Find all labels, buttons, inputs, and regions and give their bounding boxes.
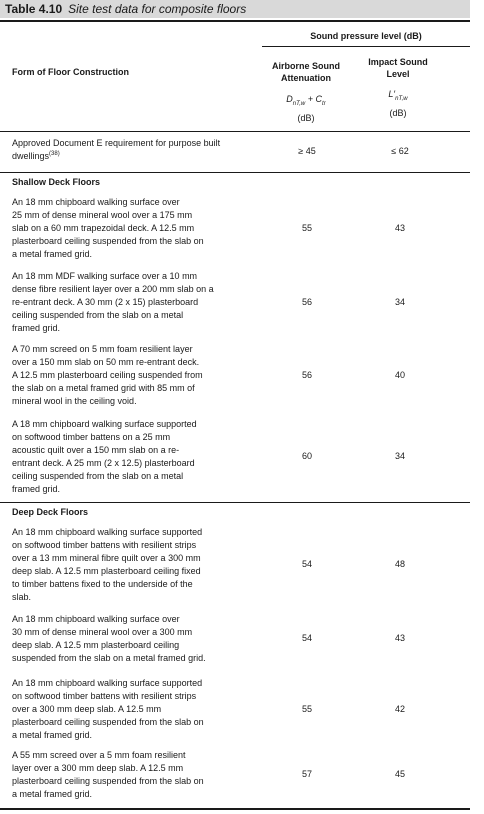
description-line: An 18 mm chipboard walking surface over — [12, 197, 180, 207]
header-rule — [0, 131, 470, 132]
description-line: plasterboard ceiling suspended from the slab on — [12, 776, 204, 786]
shallow-row-1-impact: 43 — [394, 222, 405, 233]
requirement-text — [12, 137, 257, 163]
description-line: the slab on a metal framed grid with 85 mm of — [12, 383, 195, 393]
description-line: slab on a 60 mm trapezoidal deck. A 12.5 mm — [12, 223, 195, 233]
deep-row-1-airborne: 54 — [301, 559, 312, 569]
deep-row-3-impact: 42 — [394, 703, 405, 714]
description-line: framed grid. — [12, 484, 61, 494]
requirement-airborne: ≥ 45 — [298, 146, 316, 156]
airborne-formula — [264, 93, 348, 110]
shallow-row-4-impact: 34 — [394, 451, 405, 461]
shallow-row-4-airborne: 60 — [301, 451, 312, 461]
bottom-rule — [0, 808, 470, 810]
description-line: suspended from the slab on a metal framed grid. — [12, 653, 206, 663]
impact-formula-sub: nT,w — [395, 95, 408, 102]
description-line: slab. — [12, 592, 32, 602]
deep-row-4-airborne: 57 — [301, 769, 312, 779]
airborne-heading: Airborne Sound Attenuation — [272, 61, 340, 83]
description-line: acoustic quilt over a 150 mm slab on a re- — [12, 445, 180, 455]
description-line: An 18 mm chipboard walking surface supported — [12, 527, 203, 537]
impact-formula-main: L′ — [388, 89, 396, 99]
description-line: over a 13 mm mineral fibre quilt over a 300 mm — [12, 553, 201, 563]
description-line: on softwood timber battens with resilient strips — [12, 540, 197, 550]
deep-row-2-description — [12, 613, 257, 665]
description-line: An 18 mm MDF walking surface over a 10 mm — [12, 271, 198, 281]
description-line: entrant deck. A 25 mm (2 x 12.5) plasterboard — [12, 458, 195, 468]
shallow-row-2-description — [12, 270, 257, 335]
description-line: over a 300 mm deep slab. A 12.5 mm — [12, 704, 162, 714]
shallow-row-3-impact: 40 — [394, 369, 405, 380]
airborne-formula-plus: + C — [307, 94, 323, 104]
description-line: on softwood timber battens on a 25 mm — [12, 432, 171, 442]
airborne-formula-ctr: tr — [322, 100, 326, 107]
table-number: Table 4.10 — [5, 2, 63, 16]
deep-row-3-description — [12, 677, 257, 742]
description-line: re-entrant deck. A 30 mm (2 x 15) plasterboard — [12, 297, 199, 307]
description-line: framed grid. — [12, 323, 61, 333]
impact-formula — [356, 88, 440, 105]
requirement-ref: (38) — [49, 151, 60, 157]
airborne-formula-sub: nT,w — [292, 100, 306, 107]
description-line: deep slab. A 12.5 mm plasterboard ceiling fixed — [12, 566, 201, 576]
shallow-row-3-airborne: 56 — [301, 369, 312, 380]
description-line: dense fibre resilient layer over a 200 mm slab on a — [12, 284, 214, 294]
shallow-row-2-airborne: 56 — [301, 296, 312, 307]
description-line: An 18 mm chipboard walking surface over — [12, 614, 180, 624]
description-line: a metal framed grid. — [12, 730, 93, 740]
description-line: An 18 mm chipboard walking surface supported — [12, 678, 203, 688]
description-line: A 18 mm chipboard walking surface supported — [12, 419, 197, 429]
description-line: plasterboard ceiling suspended from the slab on — [12, 236, 204, 246]
description-line: plasterboard ceiling suspended from the slab on — [12, 717, 204, 727]
description-line: over a 150 mm slab on 50 mm re-entrant deck. — [12, 357, 200, 367]
top-rule — [0, 20, 470, 22]
description-line: layer over a 300 mm deep slab. A 12.5 mm — [12, 763, 184, 773]
deep-row-4-description — [12, 749, 257, 801]
description-line: mineral wool in the ceiling void. — [12, 396, 137, 406]
airborne-formula-main: D — [286, 94, 293, 104]
shallow-row-1-description — [12, 196, 257, 261]
description-line: to timber battens fixed to the underside of the — [12, 579, 193, 589]
impact-unit: (dB) — [389, 108, 407, 118]
description-line: deep slab. A 12.5 mm plasterboard ceiling — [12, 640, 180, 650]
description-line: ceiling suspended from the slab on a metal — [12, 310, 184, 320]
requirement-label: Approved Document E requirement for purpose built dwellings — [12, 138, 221, 161]
requirement-rule — [0, 172, 470, 173]
shallow-heading: Shallow Deck Floors — [12, 177, 101, 187]
description-line: A 12.5 mm plasterboard ceiling suspended from — [12, 370, 203, 380]
description-line: A 70 mm screed on 5 mm foam resilient layer — [12, 344, 193, 354]
description-line: on softwood timber battens with resilient strips — [12, 691, 197, 701]
spl-heading: Sound pressure level (dB) — [310, 31, 422, 41]
deep-row-2-impact: 43 — [394, 633, 405, 643]
deep-row-1-description — [12, 526, 257, 604]
deep-heading: Deep Deck Floors — [12, 507, 89, 517]
description-line: a metal framed grid. — [12, 249, 93, 259]
table-title-bar — [0, 0, 470, 18]
deep-row-3-airborne: 55 — [301, 703, 312, 714]
shallow-row-1-airborne: 55 — [301, 222, 312, 233]
deep-row-2-airborne: 54 — [301, 633, 312, 643]
form-heading: Form of Floor Construction — [12, 67, 129, 77]
requirement-impact: ≤ 62 — [391, 146, 409, 156]
table-caption: Site test data for composite floors — [68, 2, 247, 16]
impact-heading: Impact Sound Level — [368, 57, 428, 79]
description-line: 25 mm of dense mineral wool over a 175 mm — [12, 210, 193, 220]
description-line: ceiling suspended from the slab on a metal — [12, 471, 184, 481]
description-line: 30 mm of dense mineral wool over a 300 mm — [12, 627, 193, 637]
shallow-row-2-impact: 34 — [394, 296, 405, 307]
deep-row-4-impact: 45 — [394, 769, 405, 779]
airborne-unit: (dB) — [297, 113, 315, 123]
spl-underline — [262, 46, 470, 47]
shallow-row-3-description — [12, 343, 257, 408]
deep-row-1-impact: 48 — [394, 559, 405, 569]
shallow-row-4-description — [12, 418, 257, 496]
section-rule — [0, 502, 470, 503]
description-line: A 55 mm screed over a 5 mm foam resilient — [12, 750, 186, 760]
description-line: a metal framed grid. — [12, 789, 93, 799]
